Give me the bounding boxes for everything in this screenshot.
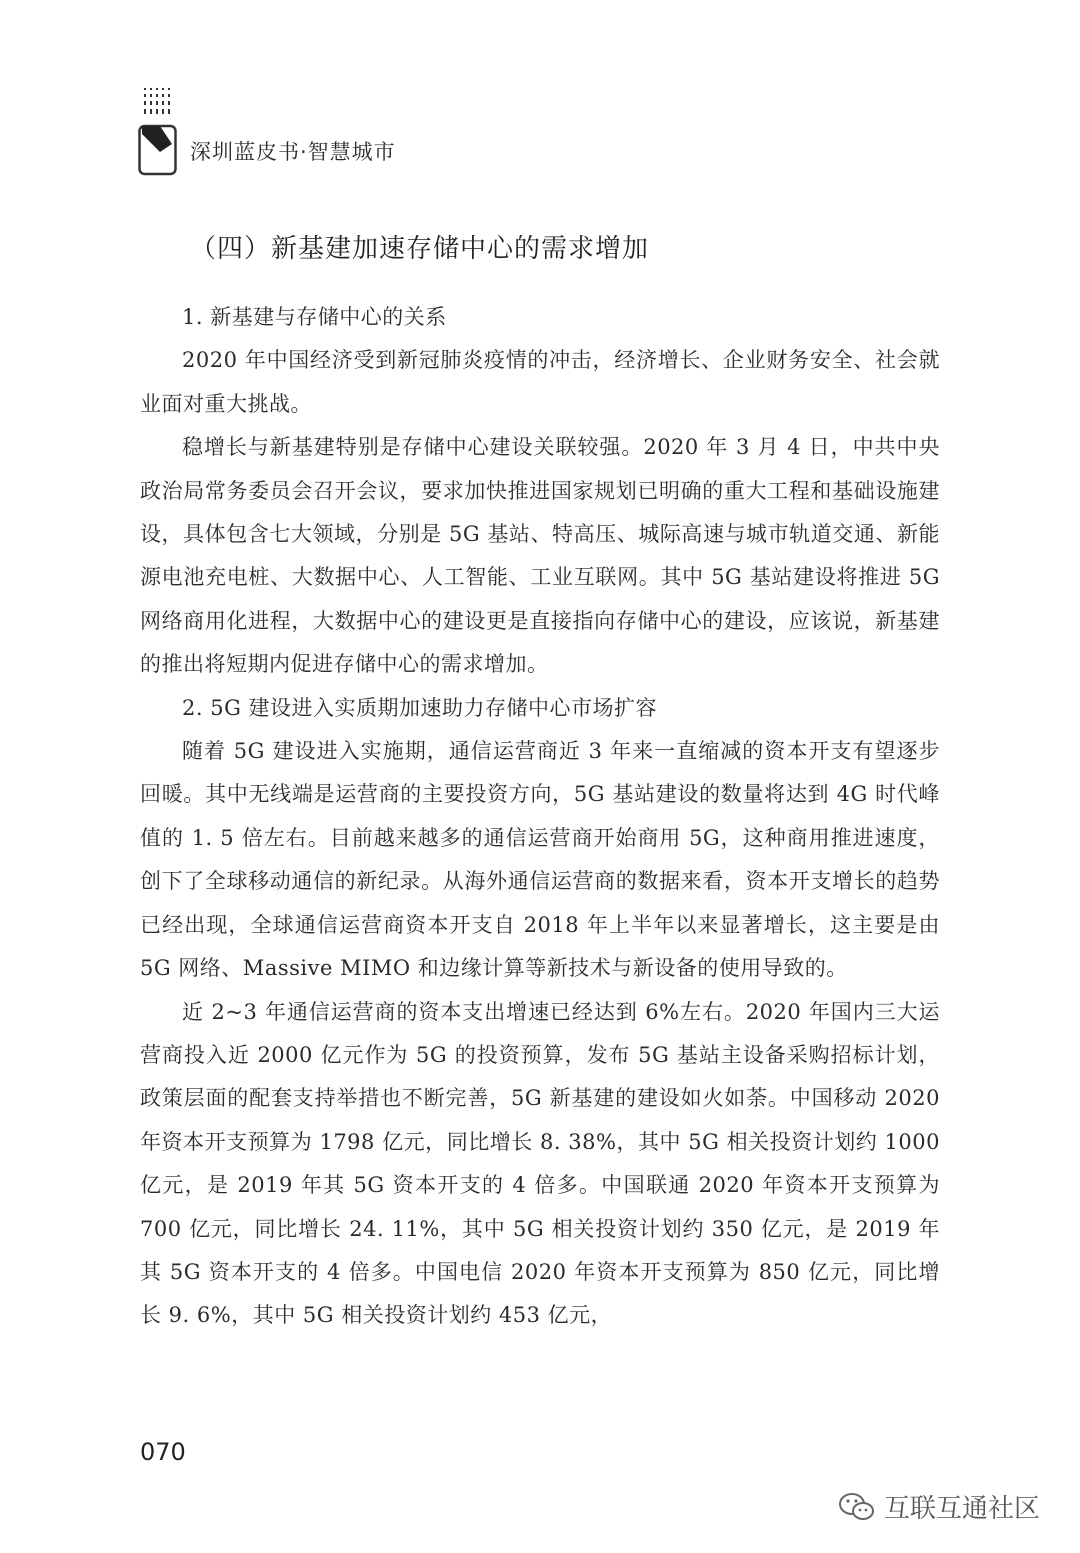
page-number: 070 xyxy=(140,1438,186,1466)
paragraph: 近 2~3 年通信运营商的资本支出增速已经达到 6%左右。2020 年国内三大运营商投入近 2000 亿元作为 5G 的投资预算，发布 5G 基站主设备采购招标计划，政策层面的配套支持举措也不断完善，5G 新基建的建设如火如荼。中国移动 2020 年资本开支预算为 1798 亿元，同比增长 8. 38%，其中 5G 相关投资计划约 1000 亿元，是 2019 年其 5G 资本开支的 4 倍多。中国联通 2020 年资本开支预算为 700 亿元，同比增长 24. 11%，其中 5G 相关投资计划约 350 亿元，是 2019 年其 5G 资本开支的 4 倍多。中国电信 2020 年资本开支预算为 850 亿元，同比增长 9. 6%，其中 5G 相关投资计划约 453 亿元， xyxy=(140,999,940,1328)
book-series-logo xyxy=(138,86,180,178)
watermark xyxy=(838,1488,1040,1525)
paragraph: 稳增长与新基建特别是存储中心建设关联较强。2020 年 3 月 4 日，中共中央政治局常务委员会召开会议，要求加快推进国家规划已明确的重大工程和基础设施建设，具体包含七大领域，分别是 5G 基站、特高压、城际高速与城市轨道交通、新能源电池充电桩、大数据中心、人工智能、工业互联网。其中 5G 基站建设将推进 5G 网络商用化进程，大数据中心的建设更是直接指向存储中心的建设，应该说，新基建的推出将短期内促进存储中心的需求增加。 xyxy=(140,435,940,677)
book-series-title: 深圳蓝皮书·智慧城市 xyxy=(190,140,396,164)
paragraph: 随着 5G 建设进入实施期，通信运营商近 3 年来一直缩减的资本开支有望逐步回暖。其中无线端是运营商的主要投资方向，5G 基站建设的数量将达到 4G 时代峰值的 1. 5 倍左右。目前越来越多的通信运营商开始商用 5G，这种商用推进速度，创下了全球移动通信的新纪录。从海外通信运营商的数据来看，资本开支增长的趋势已经出现，全球通信运营商资本开支自 2018 年上半年以来显著增长，这主要是由 5G 网络、Massive MIMO 和边缘计算等新技术与新设备的使用导致的。 xyxy=(140,739,940,981)
watermark-text: 互联互通社区 xyxy=(884,1494,1041,1524)
subheading-1: 1. 新基建与存储中心的关系 xyxy=(182,305,447,329)
body-text xyxy=(140,296,940,1338)
book-corner-icon xyxy=(138,86,180,178)
section-heading: （四）新基建加速存储中心的需求增加 xyxy=(190,234,650,264)
paragraph: 2020 年中国经济受到新冠肺炎疫情的冲击，经济增长、企业财务安全、社会就业面对重大挑战。 xyxy=(140,348,940,416)
wechat-icon xyxy=(838,1491,876,1523)
subheading-2: 2. 5G 建设进入实质期加速助力存储中心市场扩容 xyxy=(182,695,658,720)
